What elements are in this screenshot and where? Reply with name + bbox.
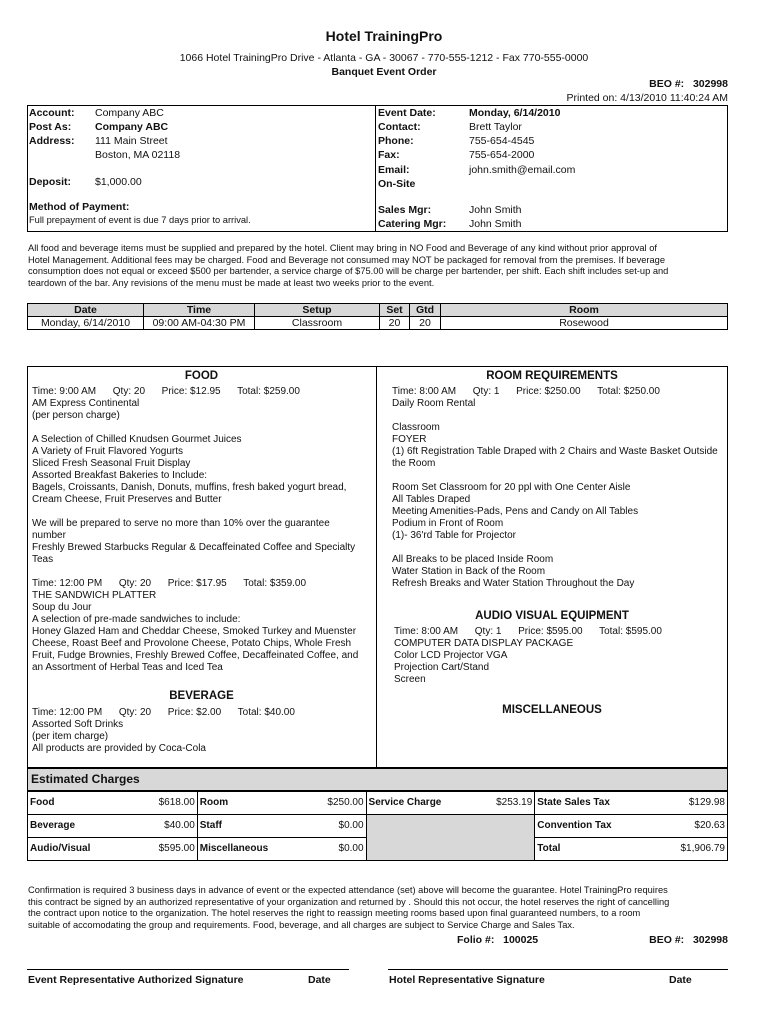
payment-method-label: Method of Payment: bbox=[29, 201, 130, 213]
policy-line: All food and beverage items must be supplied and prepared by the hotel. Client may bring in NO Food and Beverage of any kind without prior approval of bbox=[28, 243, 657, 253]
event-date-value: Monday, 6/14/2010 bbox=[469, 107, 561, 119]
beo-footer-value: 302998 bbox=[692, 934, 728, 946]
table-row bbox=[28, 815, 728, 838]
cell-date: Monday, 6/14/2010 bbox=[28, 317, 144, 330]
audio-visual-details bbox=[394, 626, 726, 686]
detail-line: Assorted Soft Drinks bbox=[32, 719, 124, 730]
table-row bbox=[28, 317, 728, 330]
detail-line: Room Set Classroom for 20 ppl with One Center Aisle bbox=[392, 482, 631, 493]
beo-footer-label: BEO #: bbox=[649, 934, 685, 946]
service-charge-cell bbox=[366, 792, 535, 815]
hotel-rep-signature-label: Hotel Representative Signature bbox=[389, 974, 545, 986]
detail-line: A Selection of Chilled Knudsen Gourmet Juices bbox=[32, 434, 242, 445]
detail-line: All products are provided by Coca-Cola bbox=[32, 743, 206, 754]
policy-line: teardown of the bar. Any revisions of the menu must be made at least two weeks prior to the event. bbox=[28, 278, 435, 289]
detail-line: COMPUTER DATA DISPLAY PACKAGE bbox=[394, 638, 574, 649]
cell-room: Rosewood bbox=[441, 317, 728, 330]
estimated-charges-title: Estimated Charges bbox=[27, 768, 728, 791]
miscellaneous-title: MISCELLANEOUS bbox=[502, 704, 602, 716]
event-date-label: Event Date: bbox=[378, 107, 436, 119]
detail-line bbox=[32, 422, 372, 434]
post-as-label: Post As: bbox=[29, 121, 72, 133]
detail-line: Honey Glazed Ham and Cheddar Cheese, Smoked Turkey and Muenster bbox=[32, 626, 357, 637]
detail-line: All Breaks to be placed Inside Room bbox=[392, 554, 554, 565]
contact-label: Contact: bbox=[378, 121, 421, 133]
av-charge-cell bbox=[28, 838, 198, 861]
detail-line: (per item charge) bbox=[32, 731, 109, 742]
col-date: Date bbox=[28, 304, 144, 317]
convention-tax-cell bbox=[535, 815, 728, 838]
table-row bbox=[28, 792, 728, 815]
detail-line: Time: 12:00 PM Qty: 20 Price: $2.00 Total: $40.00 bbox=[32, 707, 295, 718]
detail-line: Teas bbox=[32, 554, 54, 565]
detail-line: Fruit, Fudge Brownies, Freshly Brewed Coffee, Decaffeinated Coffee, and bbox=[32, 650, 359, 661]
total-cell bbox=[535, 838, 728, 861]
detail-line: Time: 8:00 AM Qty: 1 Price: $250.00 Total: $250.00 bbox=[392, 386, 660, 397]
staff-charge-label: Staff bbox=[199, 820, 222, 831]
event-rep-date-label: Date bbox=[308, 974, 331, 986]
beverage-charge-label: Beverage bbox=[30, 820, 76, 831]
folio-value: 100025 bbox=[503, 934, 539, 946]
detail-line: Freshly Brewed Starbucks Regular & Decaffeinated Coffee and Specialty bbox=[32, 542, 356, 553]
detail-line: (per person charge) bbox=[32, 410, 120, 421]
detail-line: number bbox=[32, 530, 66, 541]
folio-label: Folio #: bbox=[457, 934, 495, 946]
beo-label: BEO #: bbox=[649, 78, 685, 90]
detail-line: Time: 9:00 AM Qty: 20 Price: $12.95 Total: $259.00 bbox=[32, 386, 300, 397]
av-charge-label: Audio/Visual bbox=[30, 843, 91, 854]
col-setup: Setup bbox=[255, 304, 380, 317]
detail-line bbox=[32, 506, 372, 518]
beo-number-header bbox=[649, 78, 728, 90]
payment-method-value: Full prepayment of event is due 7 days prior to arrival. bbox=[29, 215, 251, 225]
convention-tax-label: Convention Tax bbox=[537, 820, 612, 831]
detail-line bbox=[392, 410, 726, 422]
detail-line: Podium in Front of Room bbox=[392, 518, 504, 529]
detail-line: Bagels, Croissants, Danish, Donuts, muffins, fresh baked yogurt bread, bbox=[32, 482, 347, 493]
phone-label: Phone: bbox=[378, 135, 414, 147]
detail-line: FOYER bbox=[392, 434, 427, 445]
policy-line: Hotel Management. Additional fees may be charged. Food and Beverage not consumed may NOT be packaged for removal from the premises. If beverage bbox=[28, 254, 666, 265]
beo-value: 302998 bbox=[692, 78, 728, 90]
av-charge-value: $595.00 bbox=[158, 843, 195, 854]
detail-line: Sliced Fresh Seasonal Fruit Display bbox=[32, 458, 191, 469]
hotel-name: Hotel TrainingPro bbox=[325, 28, 443, 44]
detail-line: Assorted Breakfast Bakeries to Include: bbox=[32, 470, 208, 481]
audio-visual-title: AUDIO VISUAL EQUIPMENT bbox=[475, 610, 629, 622]
detail-line: (1) 6ft Registration Table Draped with 2 Chairs and Waste Basket Outside bbox=[392, 446, 718, 457]
detail-line: Cheese, Roast Beef and Provolone Cheese, Potato Chips, Whole Fresh bbox=[32, 638, 352, 649]
post-as-value: Company ABC bbox=[95, 121, 169, 133]
detail-line: Color LCD Projector VGA bbox=[394, 650, 508, 661]
hotel-rep-signature-line[interactable] bbox=[388, 969, 728, 970]
fax-label: Fax: bbox=[378, 149, 400, 161]
confirmation-line: this contract be signed by an authorized representative of your organization and returned by . Should this not occur, the hotel reserves the right of cancelling bbox=[28, 896, 670, 907]
deposit-value: $1,000.00 bbox=[95, 176, 142, 188]
detail-line: Meeting Amenities-Pads, Pens and Candy on All Tables bbox=[392, 506, 639, 517]
confirmation-line: Confirmation is required 3 business days in advance of event or the expected attendance (set) above will become the guarantee. Hotel TrainingPro requires bbox=[28, 885, 668, 895]
estimated-charges-table bbox=[27, 791, 728, 861]
staff-charge-value: $0.00 bbox=[338, 820, 364, 831]
deposit-label: Deposit: bbox=[29, 176, 71, 188]
beverage-charge-cell bbox=[28, 815, 198, 838]
room-requirements-details bbox=[392, 386, 726, 590]
food-charge-cell bbox=[28, 792, 198, 815]
event-rep-signature-label: Event Representative Authorized Signature bbox=[28, 974, 244, 986]
sales-mgr-label: Sales Mgr: bbox=[378, 204, 432, 216]
confirmation-paragraph bbox=[28, 885, 728, 932]
detail-line: Daily Room Rental bbox=[392, 398, 476, 409]
policy-line: consumption does not equal or exceed $500 per bartender, a service charge of $75.00 will be charge per bartender, per shift. Each shift includes set-up and bbox=[28, 266, 669, 277]
misc-charge-value: $0.00 bbox=[338, 843, 364, 854]
food-title: FOOD bbox=[184, 370, 219, 382]
schedule-table bbox=[27, 303, 728, 330]
service-charge-label: Service Charge bbox=[368, 797, 442, 808]
email-label: Email: bbox=[378, 164, 410, 176]
state-tax-value: $129.98 bbox=[688, 797, 725, 808]
account-value: Company ABC bbox=[95, 107, 164, 119]
detail-line: A selection of pre-made sandwiches to include: bbox=[32, 614, 241, 625]
food-charge-label: Food bbox=[30, 797, 55, 808]
empty-gray-cell bbox=[366, 815, 535, 861]
address-line2: Boston, MA 02118 bbox=[95, 149, 181, 161]
contact-value: Brett Taylor bbox=[469, 121, 522, 133]
beverage-charge-value: $40.00 bbox=[164, 820, 195, 831]
detail-line: Classroom bbox=[392, 422, 440, 433]
detail-line: an Assortment of Herbal Teas and Iced Tea bbox=[32, 662, 223, 673]
col-set: Set bbox=[380, 304, 410, 317]
col-room: Room bbox=[441, 304, 728, 317]
room-requirements-title: ROOM REQUIREMENTS bbox=[486, 370, 618, 382]
detail-line: THE SANDWICH PLATTER bbox=[32, 590, 157, 601]
staff-charge-cell bbox=[197, 815, 366, 838]
col-gtd: Gtd bbox=[410, 304, 441, 317]
detail-line: (1)- 36'rd Table for Projector bbox=[392, 530, 516, 541]
detail-line bbox=[392, 542, 726, 554]
detail-line: the Room bbox=[392, 458, 436, 469]
printed-on: Printed on: 4/13/2010 11:40:24 AM bbox=[566, 92, 728, 104]
beverage-title: BEVERAGE bbox=[169, 690, 234, 702]
detail-line: Water Station in Back of the Room bbox=[392, 566, 546, 577]
policy-paragraph bbox=[28, 243, 728, 290]
room-charge-cell bbox=[197, 792, 366, 815]
detail-line: We will be prepared to serve no more than 10% over the guarantee bbox=[32, 518, 330, 529]
address-label: Address: bbox=[29, 135, 75, 147]
hotel-address: 1066 Hotel TrainingPro Drive - Atlanta - GA - 30067 - 770-555-1212 - Fax 770-555-0000 bbox=[179, 52, 589, 64]
detail-line: A Variety of Fruit Flavored Yogurts bbox=[32, 446, 184, 457]
misc-charge-cell bbox=[197, 838, 366, 861]
schedule-header-row bbox=[28, 304, 728, 317]
phone-value: 755-654-4545 bbox=[469, 135, 535, 147]
total-label: Total bbox=[537, 843, 561, 854]
cell-setup: Classroom bbox=[255, 317, 380, 330]
account-label: Account: bbox=[29, 107, 75, 119]
cell-gtd: 20 bbox=[410, 317, 441, 330]
detail-line: Screen bbox=[394, 674, 426, 685]
sales-mgr-value: John Smith bbox=[469, 204, 522, 216]
beo-number-footer bbox=[649, 934, 728, 946]
detail-line: Time: 8:00 AM Qty: 1 Price: $595.00 Total: $595.00 bbox=[394, 626, 662, 637]
cell-set: 20 bbox=[380, 317, 410, 330]
detail-line: Soup du Jour bbox=[32, 602, 92, 613]
detail-line: AM Express Continental bbox=[32, 398, 140, 409]
detail-line: All Tables Draped bbox=[392, 494, 471, 505]
state-tax-cell bbox=[535, 792, 728, 815]
convention-tax-value: $20.63 bbox=[694, 820, 725, 831]
detail-line bbox=[32, 566, 372, 578]
onsite-label: On-Site bbox=[378, 178, 416, 190]
fax-value: 755-654-2000 bbox=[469, 149, 535, 161]
state-tax-label: State Sales Tax bbox=[537, 797, 610, 808]
confirmation-line: suitable of accomodating the group and requirements. Food, beverage, and all charges are subject to Service Charge and Sales Tax. bbox=[28, 920, 575, 931]
misc-charge-label: Miscellaneous bbox=[199, 843, 269, 854]
col-time: Time bbox=[144, 304, 255, 317]
detail-line bbox=[392, 470, 726, 482]
room-charge-value: $250.00 bbox=[327, 797, 364, 808]
document-title: Banquet Event Order bbox=[331, 66, 437, 78]
room-charge-label: Room bbox=[199, 797, 229, 808]
hotel-rep-date-label: Date bbox=[669, 974, 692, 986]
folio-number bbox=[457, 934, 538, 946]
food-details bbox=[32, 386, 372, 674]
catering-mgr-label: Catering Mgr: bbox=[378, 218, 447, 230]
address-line1: 111 Main Street bbox=[95, 135, 168, 147]
event-rep-signature-line[interactable] bbox=[27, 969, 349, 970]
email-value: john.smith@email.com bbox=[469, 164, 576, 176]
catering-mgr-value: John Smith bbox=[469, 218, 522, 230]
info-divider bbox=[375, 105, 376, 232]
cell-time: 09:00 AM-04:30 PM bbox=[144, 317, 255, 330]
confirmation-line: the contract upon notice to the organization. The hotel reserves the right to reassign meeting rooms based upon final guaranteed numbers, to a room bbox=[28, 908, 641, 919]
food-charge-value: $618.00 bbox=[158, 797, 195, 808]
detail-line: Time: 12:00 PM Qty: 20 Price: $17.95 Total: $359.00 bbox=[32, 578, 307, 589]
beverage-details bbox=[32, 707, 372, 755]
detail-line: Cream Cheese, Fruit Preserves and Butter bbox=[32, 494, 222, 505]
detail-line: Projection Cart/Stand bbox=[394, 662, 490, 673]
detail-line: Refresh Breaks and Water Station Throughout the Day bbox=[392, 578, 635, 589]
total-value: $1,906.79 bbox=[680, 843, 725, 854]
service-charge-value: $253.19 bbox=[496, 797, 533, 808]
